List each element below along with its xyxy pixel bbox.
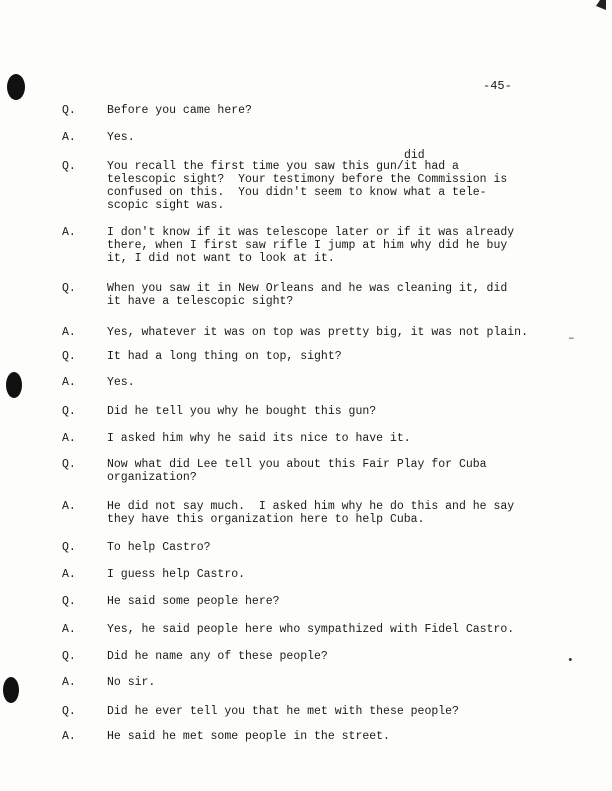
entry-text: I don't know if it was telescope later or if it was already there, when I first saw rifle I jump at him why did he buy it, I did not want to look at it.	[107, 226, 515, 265]
speaker-label: A.	[62, 500, 76, 513]
entry-text: Now what did Lee tell you about this Fair Play for Cuba organization?	[107, 458, 487, 484]
binder-hole-bottom	[3, 677, 19, 703]
entry-text: He said he met some people in the street.	[107, 730, 390, 743]
speaker-label: A.	[62, 376, 76, 389]
speaker-label: A.	[62, 226, 76, 239]
binder-hole-top	[7, 74, 25, 100]
speaker-label: A.	[62, 432, 76, 445]
entry-text: He said some people here?	[107, 595, 280, 608]
speaker-label: Q.	[62, 458, 76, 471]
speaker-label: A.	[62, 623, 76, 636]
entry-text: I asked him why he said its nice to have it.	[107, 432, 411, 445]
handwritten-insertion: did	[404, 149, 425, 162]
speaker-label: Q.	[62, 160, 76, 173]
corner-scan-mark	[596, 0, 606, 10]
entry-text: Before you came here?	[107, 104, 252, 117]
speaker-label: Q.	[62, 405, 76, 418]
entry-text: Yes, whatever it was on top was pretty big, it was not plain.	[107, 326, 528, 339]
speaker-label: A.	[62, 730, 76, 743]
entry-text: No sir.	[107, 676, 156, 689]
speaker-label: A.	[62, 131, 76, 144]
speaker-label: Q.	[62, 350, 76, 363]
entry-text: I guess help Castro.	[107, 568, 246, 581]
entry-text: Did he name any of these people?	[107, 650, 328, 663]
speaker-label: A.	[62, 676, 76, 689]
speaker-label: A.	[62, 568, 76, 581]
entry-text: Did he ever tell you that he met with these people?	[107, 705, 459, 718]
entry-text: When you saw it in New Orleans and he was cleaning it, did it have a telescopic sight?	[107, 282, 508, 308]
margin-mark: –	[568, 333, 575, 345]
binder-hole-middle	[6, 372, 22, 398]
speaker-label: A.	[62, 326, 76, 339]
entry-text: Yes, he said people here who sympathized with Fidel Castro.	[107, 623, 515, 636]
entry-text: He did not say much. I asked him why he do this and he say they have this organization here to help Cuba.	[107, 500, 515, 526]
speaker-label: Q.	[62, 282, 76, 295]
speaker-label: Q.	[62, 650, 76, 663]
speaker-label: Q.	[62, 541, 76, 554]
entry-text: Yes.	[107, 376, 135, 389]
margin-dot: •	[567, 655, 574, 667]
entry-text: Yes.	[107, 131, 135, 144]
page-number: -45-	[483, 79, 512, 93]
speaker-label: Q.	[62, 705, 76, 718]
entry-text: You recall the first time you saw this gun/it had a telescopic sight? Your testimony before the Commission is confused on this. You didn't seem to know what a tele- scopic sight was.	[107, 160, 508, 212]
entry-text: Did he tell you why he bought this gun?	[107, 405, 377, 418]
entry-text: To help Castro?	[107, 541, 211, 554]
speaker-label: Q.	[62, 104, 76, 117]
entry-text: It had a long thing on top, sight?	[107, 350, 342, 363]
speaker-label: Q.	[62, 595, 76, 608]
